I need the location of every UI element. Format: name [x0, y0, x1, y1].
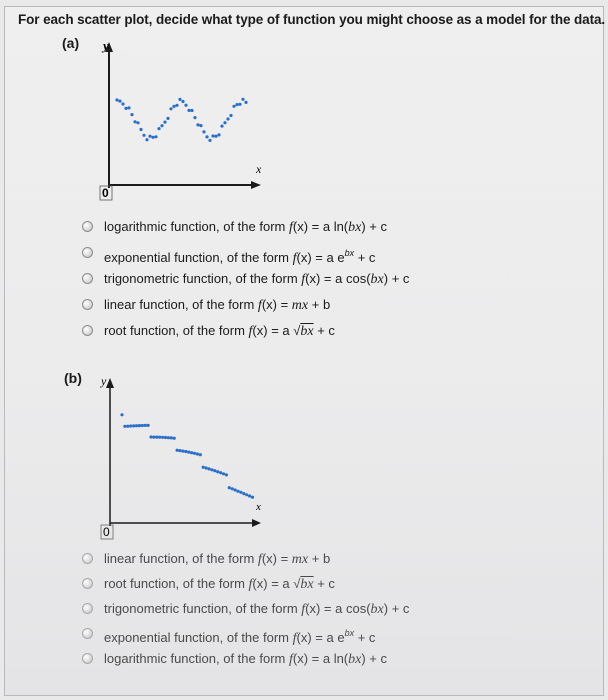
- data-point: [170, 436, 173, 439]
- data-point: [121, 102, 124, 105]
- option-label: root function, of the form f(x) = a √bx + c: [104, 323, 335, 339]
- data-point: [217, 133, 220, 136]
- data-point: [214, 135, 217, 138]
- radio-button[interactable]: [82, 247, 93, 258]
- option-label: trigonometric function, of the form f(x) = a cos(bx) + c: [104, 601, 410, 617]
- data-point: [225, 473, 228, 476]
- option-label: root function, of the form f(x) = a √bx + c: [104, 576, 335, 592]
- data-point: [231, 487, 234, 490]
- data-point: [130, 113, 133, 116]
- scatter-plot-a: [95, 36, 265, 200]
- data-point: [207, 467, 210, 470]
- data-point: [149, 435, 152, 438]
- data-point: [193, 116, 196, 119]
- radio-button[interactable]: [82, 273, 93, 284]
- data-point: [147, 424, 150, 427]
- data-point: [184, 104, 187, 107]
- data-point: [226, 117, 229, 120]
- data-point: [161, 436, 164, 439]
- radio-button[interactable]: [82, 553, 93, 564]
- data-point: [228, 486, 231, 489]
- data-point: [202, 130, 205, 133]
- option-label: exponential function, of the form f(x) = a $e^{bx} + c$: [104, 628, 376, 646]
- data-points-a: [115, 98, 247, 142]
- data-point: [135, 424, 138, 427]
- x-axis-label: x: [256, 162, 262, 176]
- data-point: [132, 424, 135, 427]
- data-point: [167, 436, 170, 439]
- data-point: [163, 121, 166, 124]
- data-point: [145, 138, 148, 141]
- part-a-label: (a): [62, 35, 80, 51]
- data-point: [229, 114, 232, 117]
- data-point: [175, 104, 178, 107]
- x-axis-arrow: [251, 181, 261, 189]
- data-point: [234, 488, 237, 491]
- data-point: [142, 134, 145, 137]
- data-point: [205, 466, 208, 469]
- data-point: [181, 450, 184, 453]
- data-point: [178, 449, 181, 452]
- data-point: [123, 425, 126, 428]
- origin-label: 0: [103, 525, 110, 539]
- data-point: [196, 123, 199, 126]
- data-point: [248, 494, 251, 497]
- data-point: [166, 117, 169, 120]
- data-point: [133, 120, 136, 123]
- data-point: [239, 491, 242, 494]
- data-point: [251, 496, 254, 499]
- data-point: [223, 121, 226, 124]
- data-point: [129, 424, 132, 427]
- data-point: [141, 424, 144, 427]
- data-point: [199, 124, 202, 127]
- data-point: [139, 128, 142, 131]
- radio-button[interactable]: [82, 325, 93, 336]
- data-point: [242, 492, 245, 495]
- radio-button[interactable]: [82, 628, 93, 639]
- radio-button[interactable]: [82, 299, 93, 310]
- data-point: [213, 469, 216, 472]
- option-label: logarithmic function, of the form f(x) = a ln(bx) + c: [104, 219, 388, 235]
- data-point: [181, 100, 184, 103]
- data-point: [120, 413, 123, 416]
- data-point: [202, 466, 205, 469]
- scatter-plot-b: [96, 370, 266, 542]
- data-point: [144, 424, 147, 427]
- option-label: exponential function, of the form f(x) = a $e^{bx} + c$: [104, 248, 376, 266]
- data-point: [210, 468, 213, 471]
- data-points-b: [120, 413, 254, 499]
- data-point: [136, 121, 139, 124]
- part-b-label: (b): [64, 370, 82, 386]
- data-point: [176, 449, 179, 452]
- data-point: [208, 139, 211, 142]
- data-point: [124, 107, 127, 110]
- option-label: linear function, of the form f(x) = mx + b: [104, 297, 331, 313]
- data-point: [138, 424, 141, 427]
- data-point: [232, 105, 235, 108]
- data-point: [193, 452, 196, 455]
- data-point: [126, 425, 129, 428]
- data-point: [172, 105, 175, 108]
- x-axis-arrow: [252, 519, 261, 527]
- data-point: [157, 127, 160, 130]
- data-point: [244, 101, 247, 104]
- data-point: [219, 471, 222, 474]
- y-axis-label: y: [101, 374, 107, 388]
- x-axis-label: x: [256, 501, 261, 513]
- data-point: [127, 106, 130, 109]
- option-label: trigonometric function, of the form f(x) = a cos(bx) + c: [104, 271, 410, 287]
- data-point: [211, 134, 214, 137]
- data-point: [241, 98, 244, 101]
- radio-button[interactable]: [82, 653, 93, 664]
- radio-button[interactable]: [82, 578, 93, 589]
- data-point: [148, 135, 151, 138]
- data-point: [216, 470, 219, 473]
- data-point: [245, 493, 248, 496]
- data-point: [173, 437, 176, 440]
- radio-button[interactable]: [82, 603, 93, 614]
- y-axis-label: y: [103, 38, 109, 53]
- data-point: [220, 125, 223, 128]
- data-point: [187, 109, 190, 112]
- data-point: [196, 452, 199, 455]
- data-point: [187, 451, 190, 454]
- data-point: [164, 436, 167, 439]
- data-point: [169, 107, 172, 110]
- option-label: linear function, of the form f(x) = mx + b: [104, 551, 331, 567]
- data-point: [222, 472, 225, 475]
- data-point: [178, 98, 181, 101]
- data-point: [205, 135, 208, 138]
- data-point: [154, 135, 157, 138]
- data-point: [160, 124, 163, 127]
- data-point: [238, 103, 241, 106]
- origin-label: 0: [102, 186, 109, 200]
- data-point: [115, 98, 118, 101]
- data-point: [155, 436, 158, 439]
- data-point: [235, 103, 238, 106]
- question-prompt: For each scatter plot, decide what type of function you might choose as a model for the data.: [18, 12, 606, 27]
- data-point: [158, 436, 161, 439]
- data-point: [152, 436, 155, 439]
- data-point: [199, 453, 202, 456]
- radio-button[interactable]: [82, 221, 93, 232]
- option-label: logarithmic function, of the form f(x) = a ln(bx) + c: [104, 651, 388, 667]
- data-point: [190, 451, 193, 454]
- data-point: [190, 109, 193, 112]
- y-axis-arrow: [106, 378, 114, 388]
- data-point: [236, 490, 239, 493]
- data-point: [151, 136, 154, 139]
- data-point: [118, 100, 121, 103]
- data-point: [184, 450, 187, 453]
